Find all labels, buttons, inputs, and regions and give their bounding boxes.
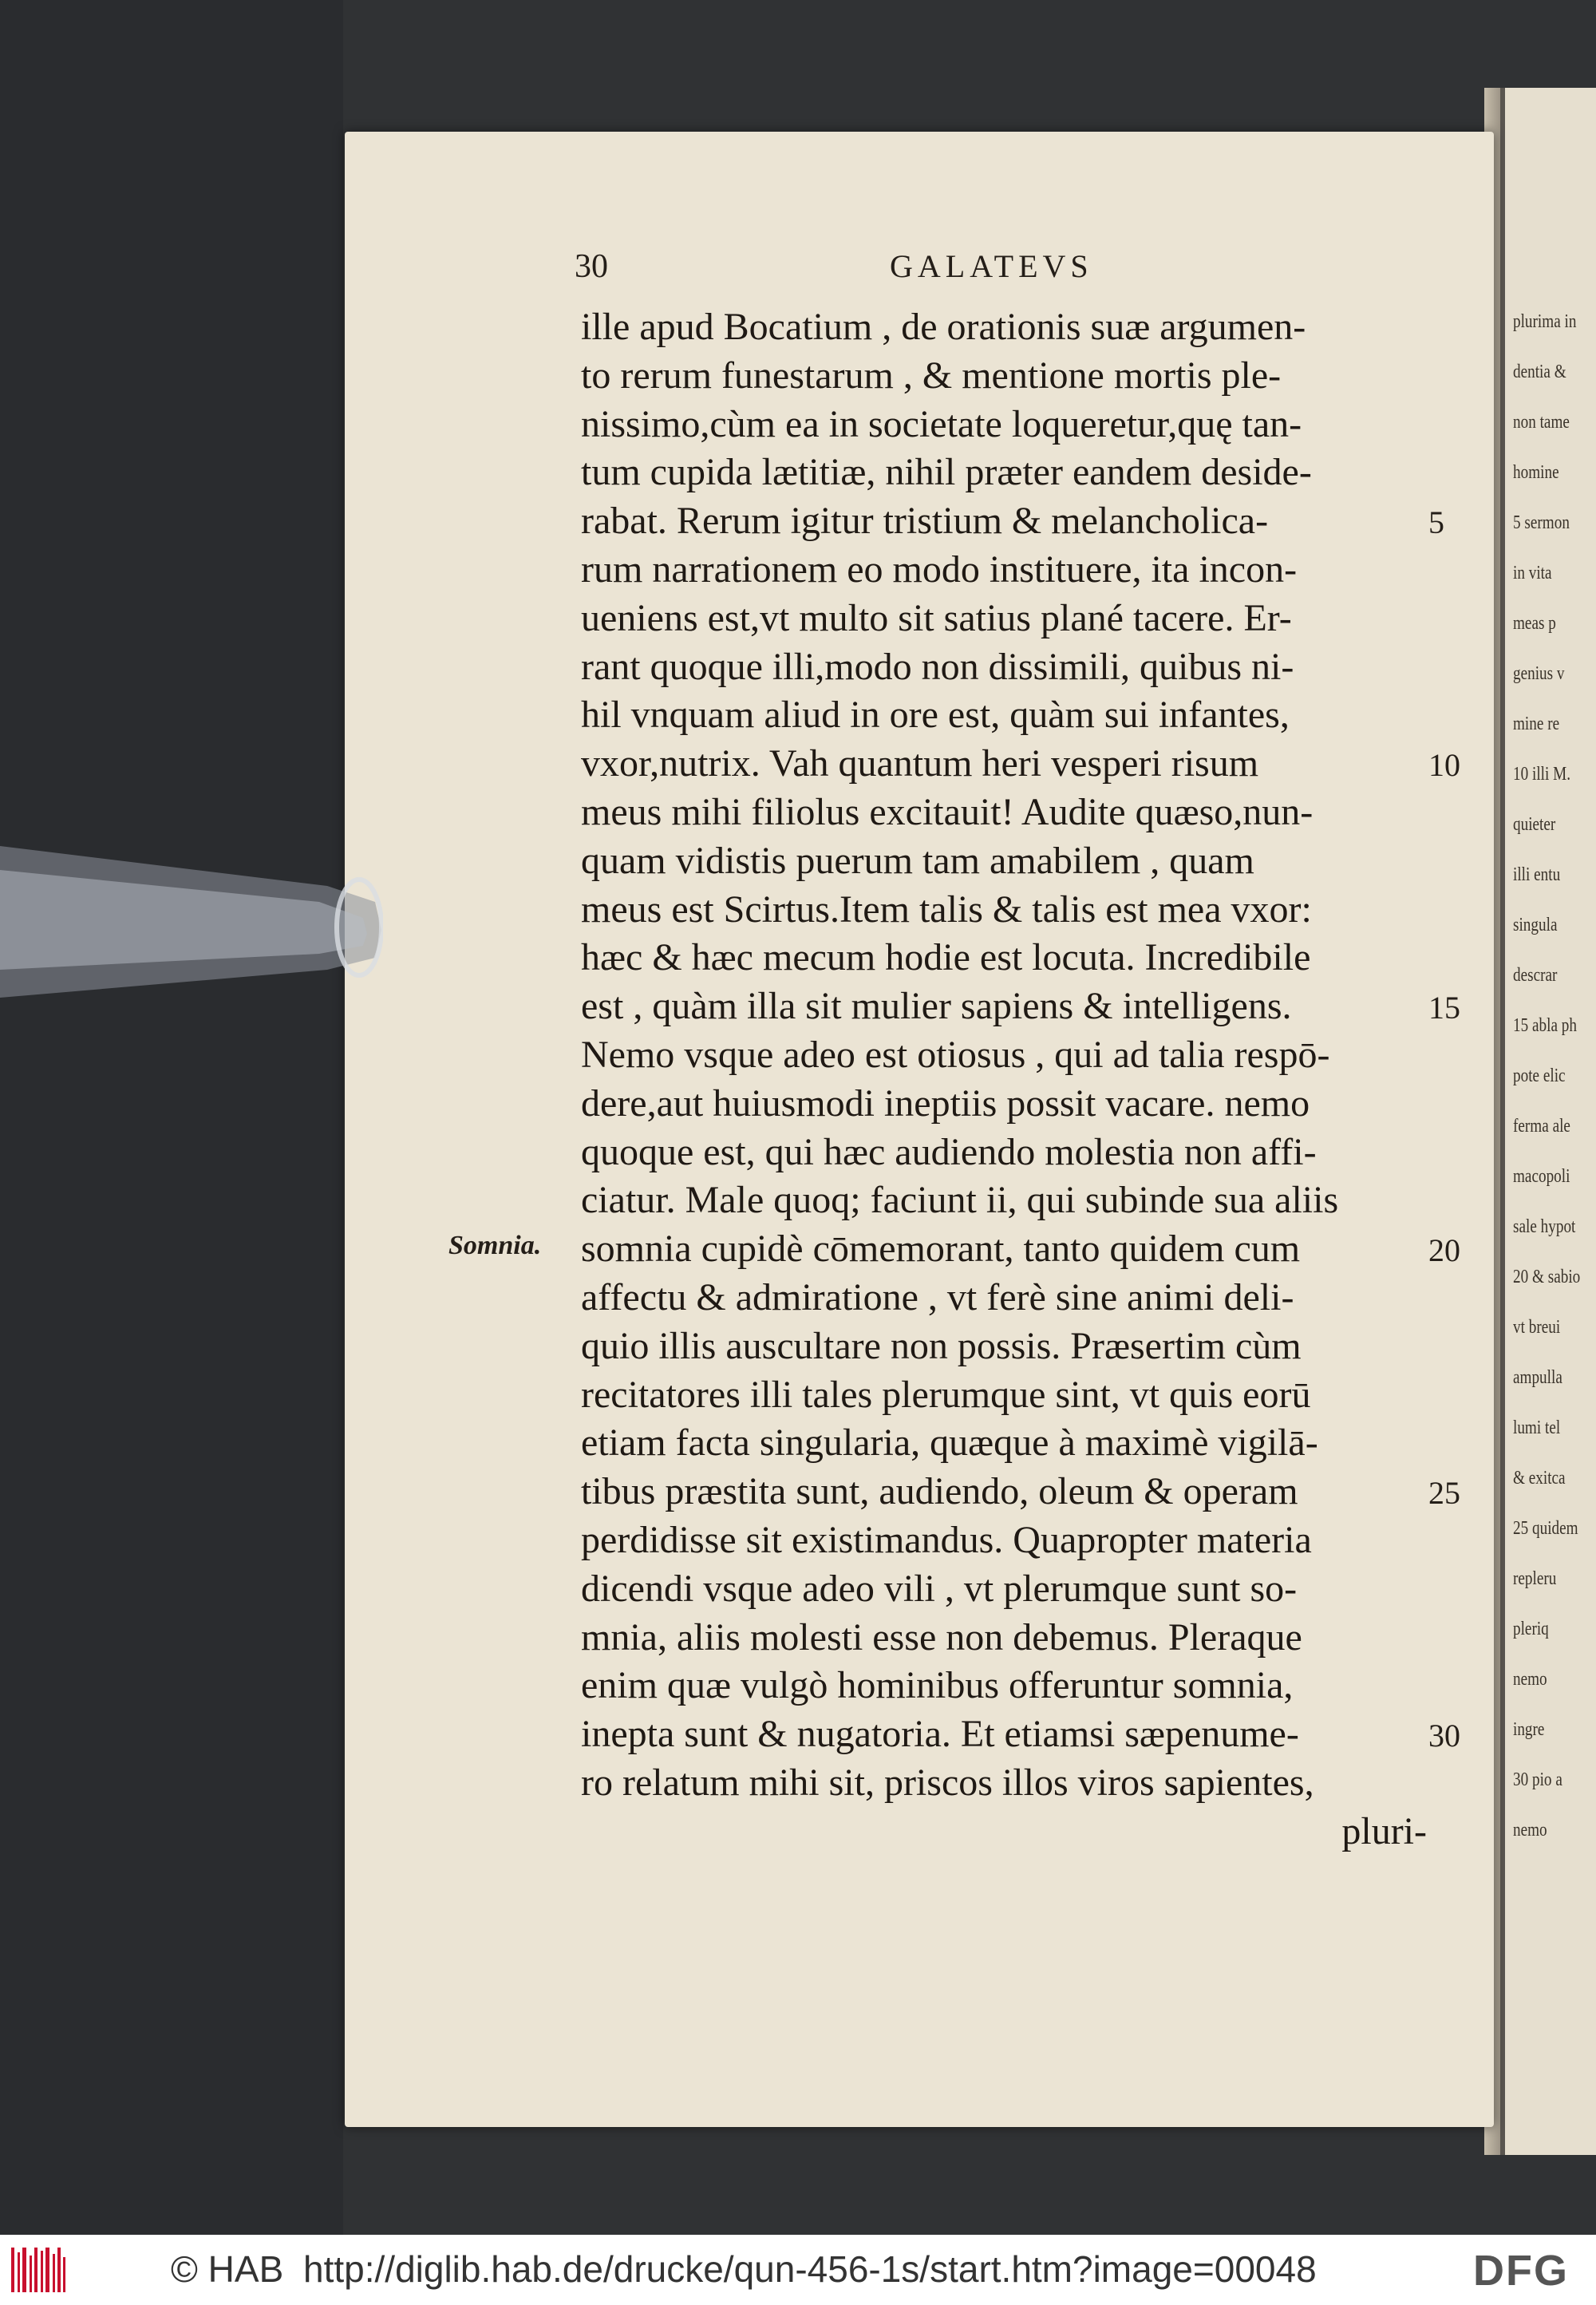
text-line: quio illis auscultare non possis. Præsertim cùm [581, 1324, 1302, 1367]
page-header [575, 247, 1452, 295]
text-line: rant quoque illi,modo non dissimili, quibus ni- [581, 645, 1294, 688]
text-line: meus est Scirtus.Item talis & talis est mea vxor: [581, 888, 1312, 931]
facing-page-fragment: pote elic [1513, 1066, 1566, 1086]
facing-page-fragment: 15 abla ph [1513, 1015, 1577, 1036]
page-clip-icon [0, 798, 383, 1038]
text-line: hæc & hæc mecum hodie est locuta. Incredibile [581, 936, 1311, 979]
text-line: nissimo,cùm ea in societate loqueretur,quę tan- [581, 402, 1302, 445]
facing-page-fragment: lumi tel [1513, 1417, 1561, 1438]
copyright-label: © HAB [171, 2248, 284, 2290]
text-line: meus mihi filiolus excitauit! Audite quæso,nun- [581, 791, 1314, 833]
text-line: dere,aut huiusmodi ineptiis possit vacare. nemo [581, 1081, 1310, 1125]
text-line: to rerum funestarum , & mentione mortis ple- [581, 354, 1282, 397]
facing-page-fragment: quieter [1513, 814, 1556, 835]
text-line: vxor,nutrix. Vah quantum heri vesperi risum [581, 742, 1259, 785]
facing-page-fragment: 10 illi M. [1513, 764, 1571, 785]
facing-page-fragment: vt breui [1513, 1317, 1561, 1338]
facing-page-fragment: pleriq [1513, 1619, 1549, 1639]
facing-page-fragment: repleru [1513, 1568, 1557, 1589]
facing-page-fragment: ampulla [1513, 1367, 1562, 1388]
text-line: affectu & admiratione , vt ferè sine animi deli- [581, 1276, 1294, 1319]
text-line: somnia cupidè cōmemorant, tanto quidem cum [581, 1228, 1301, 1271]
text-line: ille apud Bocatium , de orationis suæ argumen- [581, 306, 1306, 348]
line-number: 5 [1428, 504, 1444, 541]
line-number: 30 [1428, 1718, 1460, 1754]
facing-page-fragment: plurima in [1513, 311, 1577, 332]
facing-page-fragment: 25 quidem [1513, 1518, 1578, 1539]
text-line: ueniens est,vt multo sit satius plané tacere. Er- [581, 596, 1292, 639]
facing-page-fragment: dentia & [1513, 362, 1566, 382]
facing-page-fragment: illi entu [1513, 864, 1561, 885]
text-line: dicendi vsque adeo vili , vt plerumque sunt so- [581, 1567, 1298, 1610]
page-number: 30 [575, 248, 608, 285]
facing-page-edge [1500, 88, 1596, 2155]
text-line: Nemo vsque adeo est otiosus , qui ad talia respō- [581, 1034, 1330, 1076]
text-line: mnia, aliis molesti esse non debemus. Pleraque [581, 1615, 1302, 1659]
facing-page-fragment: in vita [1513, 563, 1552, 583]
line-number: 20 [1428, 1232, 1460, 1269]
facing-page-fragment: nemo [1513, 1820, 1547, 1840]
facing-page-fragment: descrar [1513, 965, 1558, 986]
facing-page-fragment: 5 sermon [1513, 512, 1570, 533]
line-number: 10 [1428, 747, 1460, 784]
source-link[interactable]: http://diglib.hab.de/drucke/qun-456-1s/start.htm?image=00048 [303, 2248, 1317, 2290]
footer-bar [0, 2235, 1596, 2305]
facing-page-fragment: sale hypot [1513, 1216, 1576, 1237]
text-line: hil vnquam aliud in ore est, quàm sui infantes, [581, 694, 1290, 737]
text-line: inepta sunt & nugatoria. Et etiamsi sæpenume- [581, 1713, 1299, 1756]
barcode-icon [11, 2248, 67, 2292]
facing-page-fragment: genius v [1513, 663, 1565, 684]
text-line: recitatores illi tales plerumque sint, vt quis eorū [581, 1373, 1311, 1416]
marginal-note: Somnia. [448, 1231, 542, 1260]
text-line: ro relatum mihi sit, priscos illos viros sapientes, [581, 1761, 1314, 1804]
running-title: GALATEVS [890, 248, 1093, 284]
text-line: quam vidistis puerum tam amabilem , quam [581, 839, 1254, 882]
facing-page-fragment: ingre [1513, 1719, 1545, 1740]
facing-page-fragment: 20 & sabio [1513, 1267, 1581, 1287]
line-number: 25 [1428, 1475, 1460, 1512]
text-line: rabat. Rerum igitur tristium & melancholica- [581, 500, 1269, 543]
left-board [0, 0, 343, 2235]
facing-page-fragment: mine re [1513, 714, 1560, 734]
text-line: enim quæ vulgò hominibus offeruntur somnia, [581, 1664, 1294, 1707]
text-line: tibus præstita sunt, audiendo, oleum & operam [581, 1470, 1298, 1513]
text-line: quoque est, qui hæc audiendo molestia non affi- [581, 1130, 1317, 1173]
facing-page-fragment: nemo [1513, 1669, 1547, 1690]
text-line: etiam facta singularia, quæque à maximè vigilā- [581, 1421, 1318, 1465]
facing-page-fragment: singula [1513, 915, 1558, 935]
text-line: tum cupida lætitiæ, nihil præter eandem deside- [581, 451, 1312, 494]
line-number: 15 [1428, 990, 1460, 1026]
facing-page-fragment: & exitca [1513, 1468, 1566, 1489]
facing-page-fragment: meas p [1513, 613, 1556, 634]
dfg-logo: DFG [1473, 2247, 1569, 2295]
facing-page-fragment: homine [1513, 462, 1559, 483]
text-line: pluri- [1341, 1809, 1427, 1852]
facing-page-fragment: macopoli [1513, 1166, 1570, 1187]
facing-page-fragment: 30 pio a [1513, 1769, 1562, 1790]
text-line: ciatur. Male quoq; faciunt ii, qui subinde sua aliis [581, 1179, 1339, 1222]
text-line: perdidisse sit existimandus. Quapropter materia [581, 1519, 1312, 1561]
text-line: rum narrationem eo modo instituere, ita incon- [581, 548, 1298, 591]
facing-page-fragment: non tame [1513, 412, 1570, 433]
text-line: est , quàm illa sit mulier sapiens & intelligens. [581, 985, 1292, 1028]
facing-page-fragment: ferma ale [1513, 1116, 1570, 1137]
